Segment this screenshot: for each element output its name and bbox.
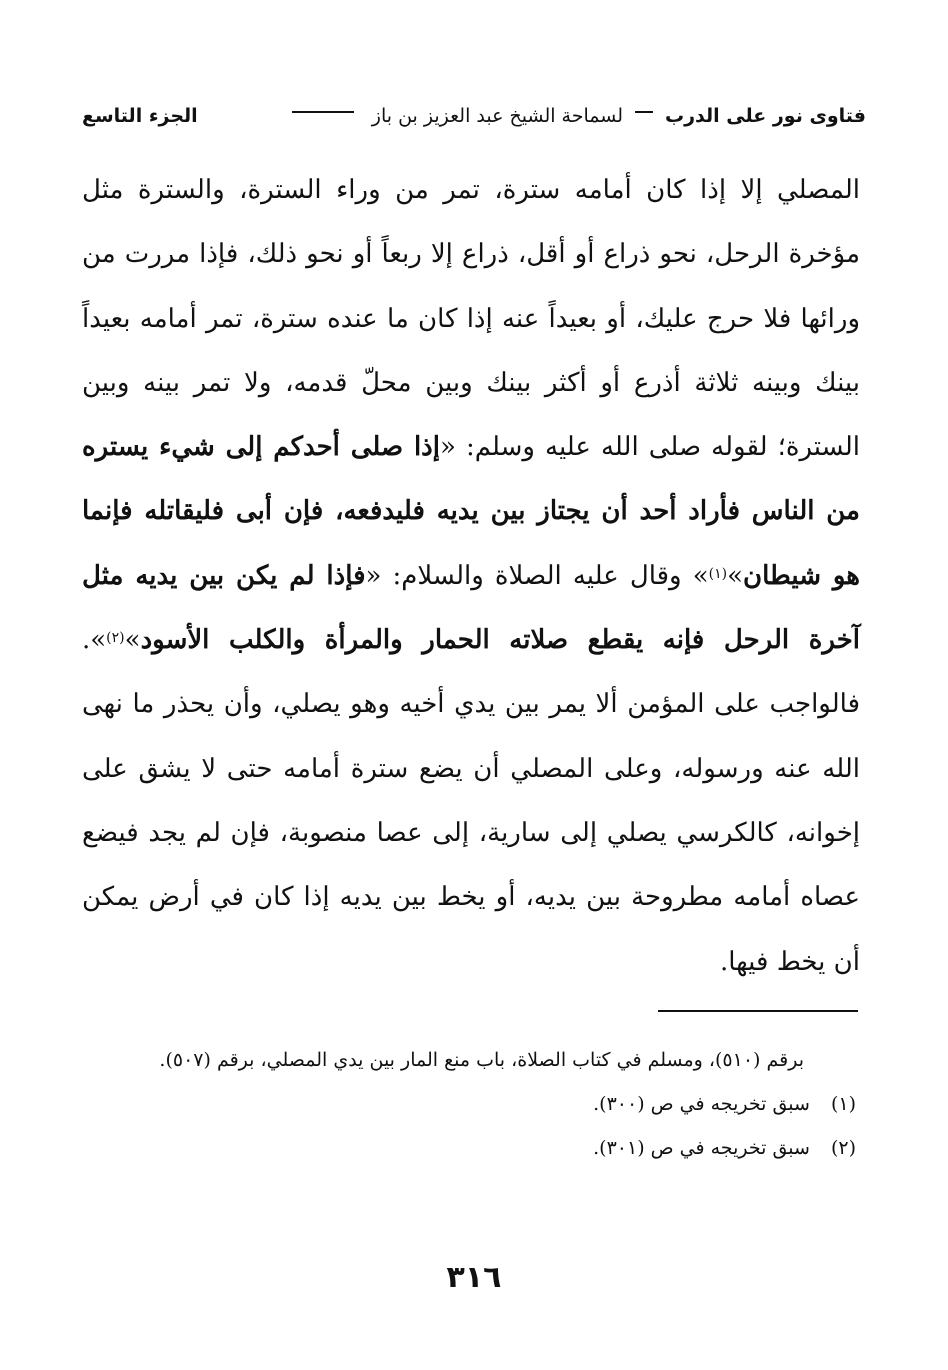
footnotes-section [82,1040,856,1168]
body-text-part-3: ». فالواجب على المؤمن ألا يمر بين يدي أخيه وهو يصلي، وأن يحذر ما نهى الله عنه ورسوله، وعلى المصلي أن يضع سترة أمامه حتى لا يشق على إخوانه، كالكرسي يصلي إلى سارية، إلى عصا منصوبة، فإن لم يجد فيضع عصاه أمامه مطروحة بين يديه، أو يخط بين يديه إذا كان في أرض يمكن أن يخط فيها. [82,625,860,977]
header-long-dash [292,111,354,113]
footnote-text-1: سبق تخريجه في ص (٣٠٠). [593,1093,810,1115]
author-line: لسماحة الشيخ عبد العزيز بن باز [371,105,623,127]
footnote-ref-1[interactable]: (١) [708,565,728,582]
header-dash [635,111,653,113]
book-title: فتاوى نور على الدرب [665,105,866,127]
footnote-separator [658,1010,858,1012]
body-text-part-2: » وقال عليه الصلاة والسلام: « [365,560,709,591]
header-title-group [282,105,866,127]
main-paragraph [82,158,860,994]
quote-close-1: » [727,560,743,591]
running-header [82,96,866,136]
footnote-item-2 [82,1128,856,1168]
footnote-ref-2[interactable]: (٢) [106,630,125,647]
hadith-quote-2: فإذا لم يكن بين يديه مثل آخرة الرحل فإنه يقطع صلاته الحمار والمرأة والكلب الأسود [82,560,860,656]
quote-close-2: » [124,625,141,656]
volume-label: الجزء التاسع [82,105,198,127]
footnote-continuation: برقم (٥١٠)، ومسلم في كتاب الصلاة، باب منع المار بين يدي المصلي، برقم (٥٠٧). [159,1049,804,1071]
footnote-number-2: (٢) [830,1137,856,1159]
page-number: ٣١٦ [446,1260,502,1295]
footnote-number-1: (١) [830,1093,856,1115]
footnote-text-2: سبق تخريجه في ص (٣٠١). [593,1137,810,1159]
hadith-quote-1: إذا صلى أحدكم إلى شيء يستره من الناس فأراد أحد أن يجتاز بين يديه فليدفعه، فإن أبى فليقاتله فإنما هو شيطان [82,432,860,591]
body-text-part-1: المصلي إلا إذا كان أمامه سترة، تمر من وراء السترة، والسترة مثل مؤخرة الرحل، نحو ذراع أو أقل، ذراع إلا ربعاً أو نحو ذلك، فإذا مررت من ورائها فلا حرج عليك، أو بعيداً عنه إذا كان ما عنده سترة، تمر أمامه بعيداً بينك وبينه ثلاثة أذرع أو أكثر بينك وبين محلّ قدمه، ولا تمر بينه وبين السترة؛ لقوله صلى الله عليه وسلم: « [82,175,860,463]
footnote-item-1 [82,1084,856,1124]
